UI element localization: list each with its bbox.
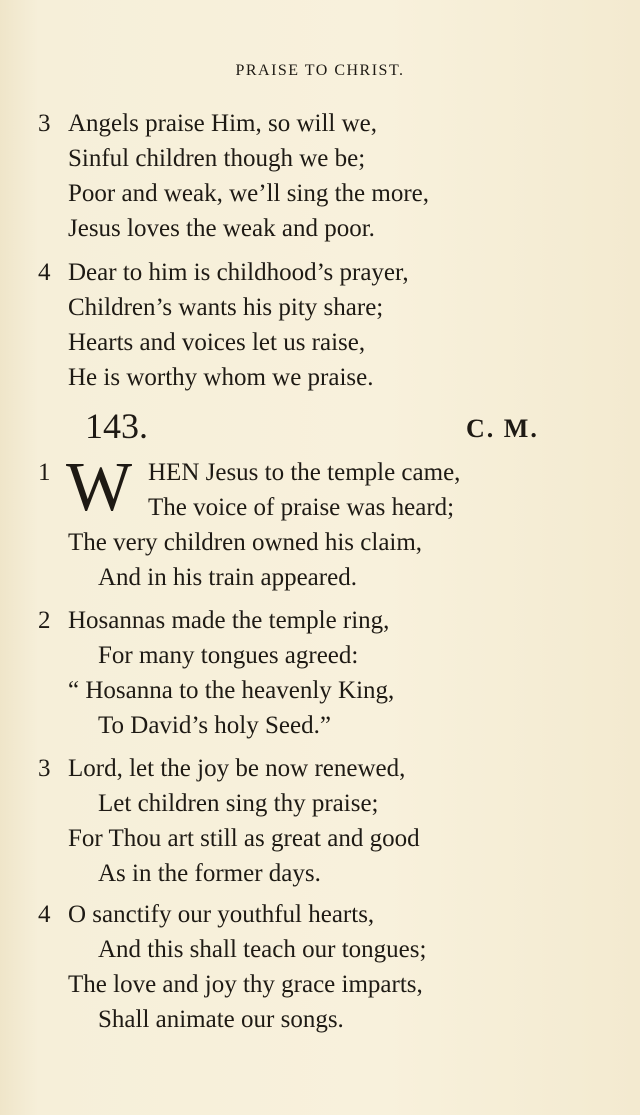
verse-line: And in his train appeared. <box>98 564 357 591</box>
verse-line: “ Hosanna to the heavenly King, <box>68 677 395 704</box>
verse-line: And this shall teach our tongues; <box>98 936 427 963</box>
verse-number: 3 <box>38 110 51 137</box>
verse-line: Sinful children though we be; <box>68 145 366 172</box>
verse-line: The voice of praise was heard; <box>148 494 455 521</box>
verse-line: For many tongues agreed: <box>98 642 359 669</box>
verse-number: 4 <box>38 901 51 928</box>
verse-line: O sanctify our youthful hearts, <box>68 901 375 928</box>
verse-line: He is worthy whom we praise. <box>68 364 374 391</box>
verse-line: The love and joy thy grace imparts, <box>68 971 423 998</box>
verse-line: Shall animate our songs. <box>98 1006 344 1033</box>
hymn-number: 143. <box>85 406 148 446</box>
verse-line: To David’s holy Seed.” <box>98 712 331 739</box>
hymn-meter: C. M. <box>466 414 539 443</box>
verse-line: Hearts and voices let us raise, <box>68 329 366 356</box>
verse-line: Children’s wants his pity share; <box>68 294 384 321</box>
verse-line: Dear to him is childhood’s prayer, <box>68 259 409 286</box>
verse-line: Lord, let the joy be now renewed, <box>68 755 406 782</box>
running-head: PRAISE TO CHRIST. <box>235 62 405 79</box>
verse-line: Jesus loves the weak and poor. <box>68 215 375 242</box>
drop-cap: W <box>66 449 133 526</box>
verse-line: The very children owned his claim, <box>68 529 423 556</box>
verse-line: Hosannas made the temple ring, <box>68 607 390 634</box>
verse-line: HEN Jesus to the temple came, <box>148 459 461 486</box>
verse-number: 1 <box>38 459 51 486</box>
verse-line: Let children sing thy praise; <box>98 790 379 817</box>
verse-line: For Thou art still as great and good <box>68 825 420 852</box>
verse-line: Angels praise Him, so will we, <box>68 110 377 137</box>
verse-line: Poor and weak, we’ll sing the more, <box>68 180 430 207</box>
verse-number: 2 <box>38 607 51 634</box>
verse-line: As in the former days. <box>98 860 321 887</box>
verse-number: 3 <box>38 755 51 782</box>
verse-number: 4 <box>38 259 51 286</box>
